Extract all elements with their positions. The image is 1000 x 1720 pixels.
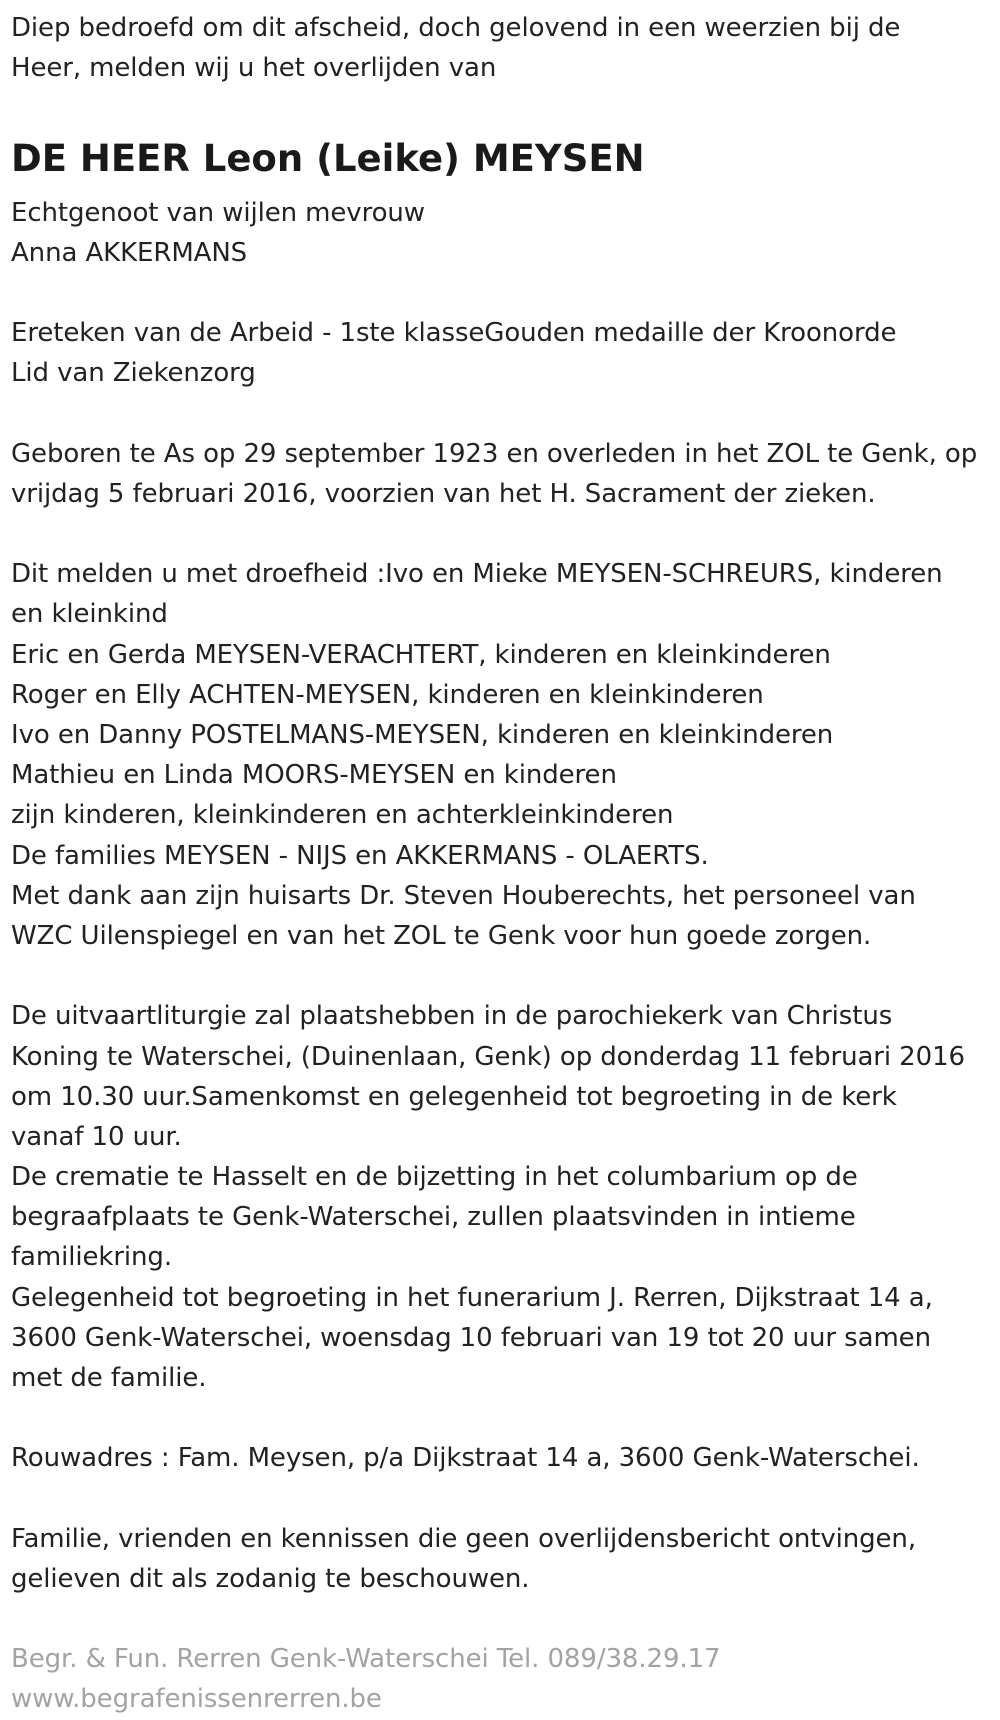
family-line: en kleinkind [11,599,168,630]
spacer [11,273,996,313]
intro-paragraph [11,8,996,88]
spacer [11,514,996,554]
spouse-line: Echtgenoot van wijlen mevrouw [11,197,425,228]
spacer [11,1398,996,1438]
intro-line: Diep bedroefd om dit afscheid, doch gelovend in een weerzien bij de [11,13,901,43]
family-line: Mathieu en Linda MOORS-MEYSEN en kinderen [11,760,617,791]
family-line: Eric en Gerda MEYSEN-VERACHTERT, kinderen en kleinkinderen [11,639,831,670]
ceremony-line: 3600 Genk-Waterschei, woensdag 10 februari van 19 tot 20 uur samen [11,1322,931,1353]
family-line: Dit melden u met droefheid :Ivo en Mieke MEYSEN-SCHREURS, kinderen [11,559,943,590]
family-line: Ivo en Danny POSTELMANS-MEYSEN, kinderen en kleinkinderen [11,720,834,750]
honors-paragraph [11,313,996,393]
ceremony-line: De uitvaartliturgie zal plaatshebben in de parochiekerk van Christus [11,1001,893,1032]
intro-line: Heer, melden wij u het overlijden van [11,53,497,84]
closing-line: gelieven dit als zodanig te beschouwen. [11,1563,530,1594]
birth-death-paragraph [11,434,996,514]
family-paragraph [11,554,996,956]
family-line: De families MEYSEN - NIJS en AKKERMANS - OLAERTS. [11,840,709,871]
ceremony-line: familiekring. [11,1242,172,1273]
undertaker-website[interactable]: www.begrafenissenrerren.be [11,1684,382,1715]
closing-line: Familie, vrienden en kennissen die geen overlijdensbericht ontvingen, [11,1523,916,1554]
family-line: zijn kinderen, kleinkinderen en achterkleinkinderen [11,800,674,831]
birth-death-line: vrijdag 5 februari 2016, voorzien van het H. Sacrament der zieken. [11,478,876,509]
closing-paragraph [11,1519,996,1599]
honors-line: Ereteken van de Arbeid - 1ste klasseGouden medaille der Kroonorde [11,318,897,349]
undertaker-contact: Begr. & Fun. Rerren Genk-Waterschei Tel. 089/38.29.17 [11,1644,721,1675]
spacer [11,394,996,434]
birth-death-line: Geboren te As op 29 september 1923 en overleden in het ZOL te Genk, op [11,438,978,469]
ceremony-line: vanaf 10 uur. [11,1121,182,1152]
ceremony-line: om 10.30 uur.Samenkomst en gelegenheid tot begroeting in de kerk [11,1081,897,1112]
ceremony-line: De crematie te Hasselt en de bijzetting in het columbarium op de [11,1162,858,1193]
ceremony-line: begraafplaats te Genk-Waterschei, zullen plaatsvinden in intieme [11,1202,856,1233]
death-notice [11,8,996,1720]
honors-line: Lid van Ziekenzorg [11,358,256,389]
mourning-address: Rouwadres : Fam. Meysen, p/a Dijkstraat 14 a, 3600 Genk-Waterschei. [11,1443,920,1474]
spacer [11,88,996,128]
ceremony-line: Koning te Waterschei, (Duinenlaan, Genk) op donderdag 11 februari 2016 [11,1041,965,1072]
deceased-name: DE HEER Leon (Leike) MEYSEN [11,136,645,180]
spacer [11,1599,996,1639]
family-line: Met dank aan zijn huisarts Dr. Steven Houberechts, het personeel van [11,880,916,911]
family-line: Roger en Elly ACHTEN-MEYSEN, kinderen en kleinkinderen [11,679,764,710]
spacer [11,1479,996,1519]
ceremony-paragraph [11,996,996,1398]
family-line: WZC Uilenspiegel en van het ZOL te Genk voor hun goede zorgen. [11,920,872,951]
ceremony-line: Gelegenheid tot begroeting in het funerarium J. Rerren, Dijkstraat 14 a, [11,1282,933,1313]
footer [11,1639,996,1719]
spouse-line: Anna AKKERMANS [11,237,248,268]
spacer [11,956,996,996]
ceremony-line: met de familie. [11,1363,207,1393]
spouse-paragraph [11,193,996,273]
